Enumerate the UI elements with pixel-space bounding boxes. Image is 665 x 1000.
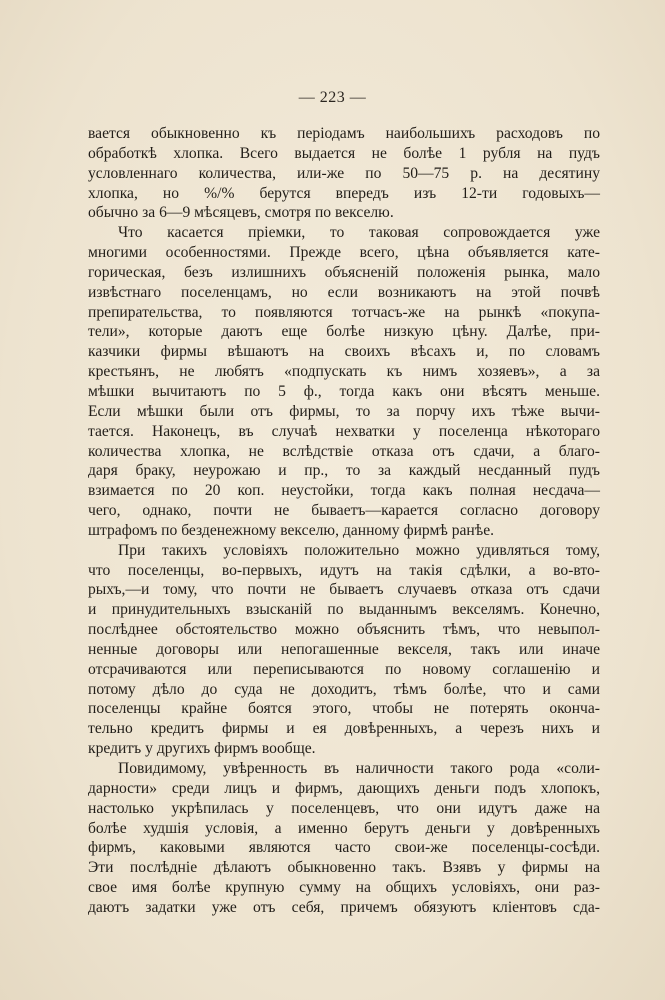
text-line: При такихъ условіяхъ положительно можно удивляться тому, <box>118 541 600 559</box>
text-line: поселенцы крайне боятся этого, чтобы не потерять оконча- <box>88 700 600 718</box>
text-line: обычно за 6—9 мѣсяцевъ, смотря по векселю. <box>88 204 394 222</box>
text-line: тается. Наконецъ, въ случаѣ нехватки у поселенца нѣкотораго <box>88 422 600 440</box>
text-line: рыхъ,—и тому, что почти не бываетъ случаевъ отказа отъ сдачи <box>88 581 600 599</box>
text-line: тели», которые даютъ еще болѣе низкую цѣну. Далѣе, при- <box>88 323 600 341</box>
text-line: потому дѣло до суда не доходитъ, тѣмъ болѣе, что и сами <box>88 680 600 698</box>
text-line: Эти послѣдніе дѣлаютъ обыкновенно такъ. Взявъ у фирмы на <box>88 859 600 877</box>
text-line: отсрачиваются или переписываются по новому соглашенію и <box>88 660 600 678</box>
text-line: горическая, безъ излишнихъ объясненій положенія рынка, мало <box>88 263 600 281</box>
text-line: количества хлопка, не вслѣдствіе отказа отъ сдачи, а благо- <box>88 442 600 460</box>
page-number: — 223 — <box>298 89 367 106</box>
text-line: мѣшки вычитаютъ по 5 ф., тогда какъ они вѣсятъ меньше. <box>88 382 600 400</box>
text-line: что поселенцы, во-первыхъ, идутъ на такія сдѣлки, а во-вто- <box>88 561 600 579</box>
text-line: ненные договоры или непогашенные векселя, такъ или иначе <box>88 640 600 658</box>
text-line: взимается по 20 коп. неустойки, тогда какъ полная несдача— <box>88 482 600 500</box>
text-line: извѣстнаго поселенцамъ, но если возникаютъ на этой почвѣ <box>88 283 600 301</box>
text-line: послѣднее обстоятельство можно объяснить тѣмъ, что невыпол- <box>88 621 600 639</box>
text-line: дарности» среди лицъ и фирмъ, дающихъ деньги подъ хлопокъ, <box>88 779 600 797</box>
text-line: хлопка, но %/% берутся впередъ изъ 12-ти годовыхъ— <box>88 184 600 202</box>
text-line: многими особенностями. Прежде всего, цѣна объявляется кате- <box>88 244 600 262</box>
text-line: кредитъ у другихъ фирмъ вообще. <box>88 740 316 758</box>
text-line: вается обыкновенно къ періодамъ наибольшихъ расходовъ по <box>88 125 600 142</box>
text-line: Повидимому, увѣренность въ наличности такого рода «соли- <box>118 760 600 777</box>
text-line: Что касается пріемки, то таковая сопровождается уже <box>118 224 600 242</box>
text-line: штрафомъ по безденежному векселю, данному фирмѣ ранѣе. <box>88 521 495 539</box>
text-line: болѣе худшія условія, а именно берутъ деньги у довѣренныхъ <box>88 819 600 837</box>
text-line: обработкѣ хлопка. Всего выдается не болѣе 1 рубля на пудъ <box>88 144 600 162</box>
text-line: казчики фирмы вѣшаютъ на своихъ вѣсахъ и, по словамъ <box>88 343 600 361</box>
text-line: Если мѣшки были отъ фирмы, то за порчу ихъ тѣже вычи- <box>88 402 600 420</box>
text-line: чего, однако, почти не бываетъ—карается согласно договору <box>88 502 600 520</box>
text-line: и принудительныхъ взысканій по выданнымъ векселямъ. Конечно, <box>88 601 600 619</box>
text-line: тельно кредитъ фирмы и ея довѣренныхъ, а черезъ нихъ и <box>88 720 600 738</box>
text-line: фирмъ, каковыми являются часто свои-же поселенцы-сосѣди. <box>88 839 600 857</box>
text-line: настолько укрѣпилась у поселенцевъ, что они идутъ даже на <box>88 799 600 817</box>
text-line: препирательства, то появляются тотчасъ-же на рынкѣ «покупа- <box>88 303 600 321</box>
text-line: даря браку, неурожаю и пр., то за каждый несданный пудъ <box>88 462 600 480</box>
text-line: свое имя болѣе крупную сумму на общихъ условіяхъ, они раз- <box>88 879 600 897</box>
text-line: крестьянъ, не любятъ «подпускать къ нимъ хозяевъ», а за <box>88 363 600 381</box>
text-line: даютъ задатки уже отъ себя, причемъ обязуютъ кліентовъ сда- <box>88 898 600 916</box>
body-text <box>88 124 600 918</box>
text-line: условленнаго количества, или-же по 50—75 р. на десятину <box>88 164 600 182</box>
